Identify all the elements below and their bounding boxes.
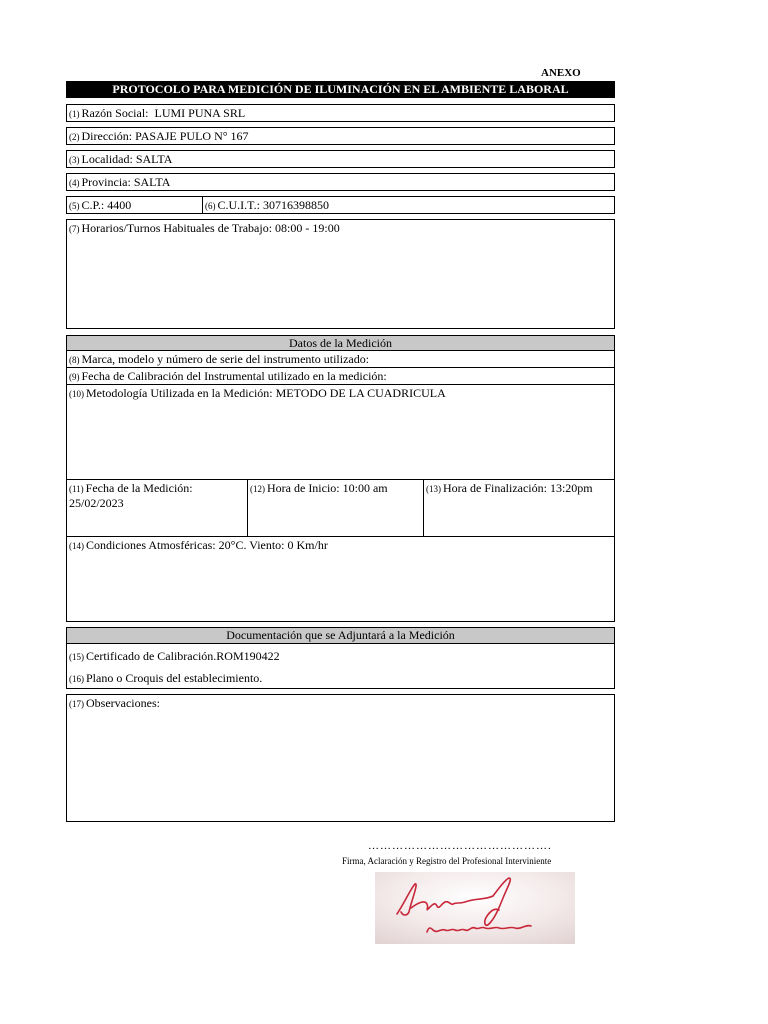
horarios-field bbox=[66, 219, 615, 329]
cp-field bbox=[66, 196, 203, 214]
direccion-value: PASAJE PULO N° 167 bbox=[135, 129, 249, 143]
metodologia-value: METODO DE LA CUADRICULA bbox=[275, 386, 446, 400]
field-number: (15) bbox=[69, 652, 84, 662]
horarios-value: 08:00 - 19:00 bbox=[275, 221, 340, 235]
field-number: (10) bbox=[69, 389, 84, 399]
field-label: Dirección: bbox=[81, 129, 133, 143]
field-number: (16) bbox=[69, 674, 84, 684]
field-number: (7) bbox=[69, 224, 80, 234]
field-label: Localidad: bbox=[81, 152, 133, 166]
field-number: (12) bbox=[250, 484, 265, 494]
section-title-documentacion: Documentación que se Adjuntará a la Medición bbox=[66, 627, 615, 644]
field-number: (2) bbox=[69, 132, 80, 142]
field-number: (5) bbox=[69, 201, 80, 211]
field-number: (9) bbox=[69, 372, 80, 382]
observaciones-field bbox=[66, 694, 615, 822]
field-number: (6) bbox=[205, 201, 216, 211]
fecha-medicion-field bbox=[66, 479, 248, 537]
field-number: (3) bbox=[69, 155, 80, 165]
field-label: Observaciones: bbox=[86, 696, 160, 710]
field-number: (4) bbox=[69, 178, 80, 188]
condiciones-value: 20°C. Viento: 0 Km/hr bbox=[218, 538, 328, 552]
hora-inicio-field bbox=[247, 479, 424, 537]
form-title: PROTOCOLO PARA MEDICIÓN DE ILUMINACIÓN EN EL AMBIENTE LABORAL bbox=[66, 81, 615, 98]
provincia-value: SALTA bbox=[133, 175, 171, 189]
annex-label: ANEXO bbox=[541, 67, 581, 79]
field-label: Certificado de Calibración.ROM190422 bbox=[86, 649, 280, 663]
cuit-field bbox=[202, 196, 615, 214]
metodologia-field bbox=[66, 384, 615, 480]
field-label: Marca, modelo y número de serie del instrumento utilizado: bbox=[81, 352, 370, 366]
field-number: (8) bbox=[69, 355, 80, 365]
condiciones-field bbox=[66, 536, 615, 622]
calibracion-field bbox=[66, 367, 615, 385]
cuit-value: 30716398850 bbox=[262, 198, 329, 212]
field-label: Fecha de la Medición: bbox=[85, 481, 193, 495]
handwritten-signature bbox=[375, 872, 575, 944]
hora-inicio-value: 10:00 am bbox=[342, 481, 388, 495]
field-number: (1) bbox=[69, 109, 80, 119]
field-label: Horarios/Turnos Habituales de Trabajo: bbox=[81, 221, 273, 235]
signature-image bbox=[375, 872, 575, 944]
field-label: Plano o Croquis del establecimiento. bbox=[86, 671, 263, 685]
razon-social-field bbox=[66, 104, 615, 122]
field-label: Hora de Finalización: bbox=[443, 481, 547, 495]
signature-line: ………………………………………. bbox=[368, 840, 552, 852]
field-label: Provincia: bbox=[81, 175, 131, 189]
signature-caption: Firma, Aclaración y Registro del Profesional Interviniente bbox=[342, 856, 552, 866]
cp-value: 4400 bbox=[107, 198, 132, 212]
field-label: C.P.: bbox=[81, 198, 105, 212]
section-title-medicion: Datos de la Medición bbox=[66, 335, 615, 351]
field-label: Hora de Inicio: bbox=[267, 481, 340, 495]
provincia-field bbox=[66, 173, 615, 191]
field-number: (17) bbox=[69, 699, 84, 709]
documentacion-box bbox=[66, 643, 615, 689]
field-number: (13) bbox=[426, 484, 441, 494]
instrumento-field bbox=[66, 350, 615, 368]
field-label: Metodología Utilizada en la Medición: bbox=[86, 386, 273, 400]
field-label: Fecha de Calibración del Instrumental utilizado en la medición: bbox=[81, 369, 387, 383]
fecha-medicion-value: 25/02/2023 bbox=[69, 496, 124, 510]
field-number: (11) bbox=[69, 484, 84, 494]
certificado-item bbox=[67, 648, 282, 665]
direccion-field bbox=[66, 127, 615, 145]
field-label: Condiciones Atmosféricas: bbox=[86, 538, 216, 552]
field-label: Razón Social: bbox=[81, 106, 149, 120]
hora-fin-value: 13:20pm bbox=[549, 481, 593, 495]
field-number: (14) bbox=[69, 541, 84, 551]
localidad-value: SALTA bbox=[135, 152, 173, 166]
plano-item bbox=[67, 670, 264, 687]
razon-social-value: LUMI PUNA SRL bbox=[154, 106, 246, 120]
field-label: C.U.I.T.: bbox=[217, 198, 260, 212]
hora-fin-field bbox=[423, 479, 615, 537]
localidad-field bbox=[66, 150, 615, 168]
